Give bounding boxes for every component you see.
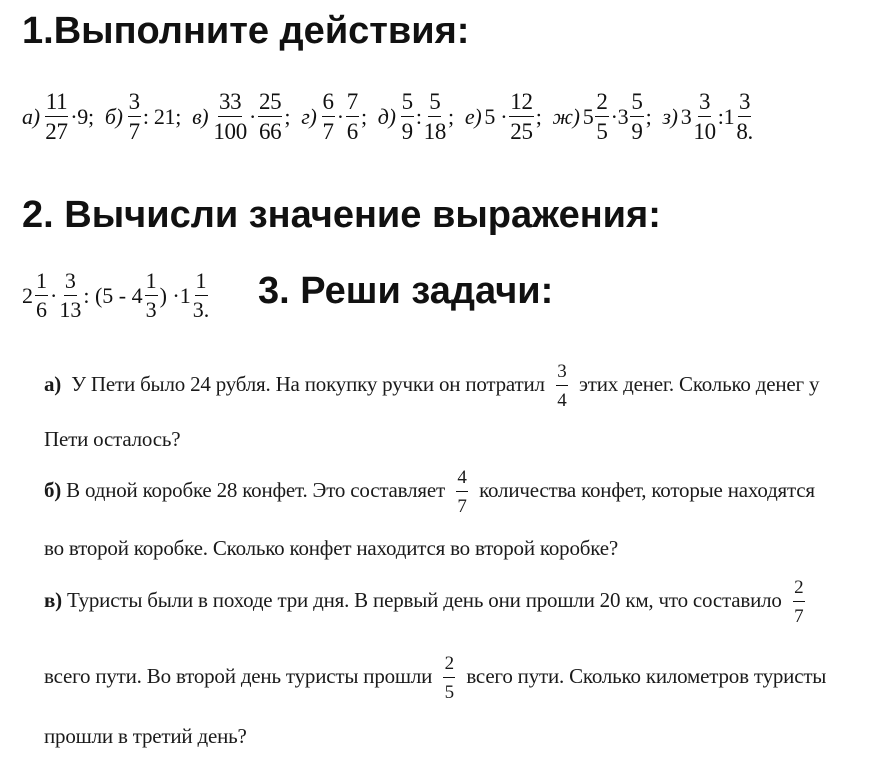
problem-b-line-2: во второй коробке. Сколько конфет находится во второй коробке?	[44, 536, 618, 560]
heading-task-1: 1.Выполните действия:	[22, 10, 470, 52]
problem-b-line-1	[44, 468, 815, 516]
fraction	[595, 90, 608, 143]
expression-text: 3	[680, 103, 692, 129]
fraction-denominator: 7	[322, 119, 334, 144]
fraction	[213, 90, 247, 143]
expression-text: :1	[717, 103, 735, 129]
fraction-numerator: 1	[195, 270, 208, 296]
problem-c-line-1	[44, 578, 811, 626]
problem-b-label: б)	[44, 477, 62, 502]
problem-c-text-1: Туристы были в походе три дня. В первый день они прошли 20 км, что составило	[67, 587, 782, 612]
fraction-denominator: 6	[346, 119, 358, 144]
fraction	[322, 90, 335, 143]
expression-text: 5 ·	[484, 103, 508, 129]
expression-text: ·3	[610, 103, 629, 129]
fraction	[424, 90, 446, 143]
expression-text: :	[415, 103, 422, 129]
expression-text: ;	[448, 103, 454, 129]
fraction-denominator: 7	[794, 606, 804, 627]
exercise-1-item	[553, 90, 652, 143]
expression-text: ;	[360, 103, 367, 129]
heading-task-3: 3. Реши задачи:	[258, 270, 554, 312]
item-label: а)	[22, 103, 40, 129]
fraction-numerator: 5	[630, 90, 643, 117]
problem-b-fraction	[456, 468, 468, 516]
fraction-denominator: 66	[258, 119, 282, 144]
exercise-1-item	[105, 90, 181, 143]
expression-text: ;	[535, 103, 542, 129]
fraction-denominator: 5	[596, 119, 608, 144]
expression-text: ·9;	[70, 103, 94, 129]
exercise-1-item	[465, 90, 542, 143]
fraction	[401, 90, 414, 143]
fraction	[693, 90, 715, 143]
fraction-numerator: 5	[428, 90, 441, 117]
exercise-1-item	[301, 90, 367, 143]
fraction-denominator: 18	[423, 119, 447, 144]
expression-text: ·	[248, 103, 256, 129]
problem-c-text-3: всего пути. Сколько километров туристы	[466, 663, 827, 688]
fraction-numerator: 33	[218, 90, 242, 117]
fraction	[128, 90, 141, 143]
fraction-numerator: 2	[595, 90, 608, 117]
fraction-numerator: 6	[322, 90, 335, 117]
problem-a-text-2: этих денег. Сколько денег у	[578, 371, 820, 396]
item-label: ж)	[552, 103, 580, 129]
expression-text: : 21;	[142, 103, 182, 129]
exercise-1-item	[22, 90, 94, 143]
fraction	[736, 90, 753, 143]
fraction-denominator: 13	[59, 297, 82, 322]
fraction-denominator: 4	[557, 390, 567, 411]
problem-c-text-2: всего пути. Во второй день туристы прошли	[44, 663, 433, 688]
fraction-numerator: 25	[258, 90, 282, 117]
problem-a-line-2: Пети осталось?	[44, 427, 181, 451]
expression-text: 2	[22, 282, 33, 308]
problem-a-label: а)	[44, 371, 62, 396]
fraction-numerator: 11	[45, 90, 69, 117]
problem-c-fraction-2	[443, 654, 455, 702]
item-label: д)	[377, 103, 396, 129]
expression-row	[22, 270, 211, 321]
expression-text: ·	[50, 282, 58, 308]
expression-text: 5	[582, 103, 594, 129]
problem-c-line-3: прошли в третий день?	[44, 724, 247, 748]
fraction	[193, 270, 210, 321]
fraction-numerator: 2	[443, 654, 455, 678]
exercise-1-row	[22, 90, 755, 143]
fraction-numerator: 3	[128, 90, 141, 117]
fraction-denominator: 10	[693, 119, 716, 144]
problem-c-fraction-1	[793, 578, 805, 626]
fraction	[630, 90, 643, 143]
fraction	[145, 270, 158, 321]
fraction-denominator: 5	[444, 682, 454, 703]
fraction-denominator: 9	[401, 119, 413, 144]
fraction-denominator: 7	[457, 496, 467, 517]
heading-task-2: 2. Вычисли значение выражения:	[22, 194, 661, 236]
fraction-denominator: 3	[145, 297, 157, 322]
fraction-numerator: 3	[556, 362, 568, 386]
fraction-denominator: 100	[213, 119, 247, 144]
fraction	[35, 270, 48, 321]
item-label: б)	[104, 103, 123, 129]
item-label: г)	[301, 103, 317, 129]
item-label: з)	[662, 103, 678, 129]
fraction-denominator: 27	[45, 119, 68, 144]
fraction-numerator: 2	[793, 578, 805, 602]
fraction	[346, 90, 359, 143]
problem-a-text-1: У Пети было 24 рубля. На покупку ручки он потратил	[71, 371, 545, 396]
fraction-denominator: 9	[631, 119, 643, 144]
fraction-denominator: 25	[510, 119, 533, 144]
fraction-numerator: 3	[64, 270, 77, 296]
fraction-numerator: 12	[509, 90, 533, 117]
expression-text: ) ·1	[159, 282, 191, 308]
fraction-numerator: 1	[145, 270, 158, 296]
item-label: в)	[192, 103, 209, 129]
fraction	[258, 90, 282, 143]
item-label: е)	[464, 103, 482, 129]
expression-text: ;	[645, 103, 652, 129]
expression-text: ·	[336, 103, 344, 129]
expression-text: ;	[284, 103, 291, 129]
exercise-1-item	[662, 90, 755, 143]
fraction-denominator: 8.	[736, 119, 753, 144]
problem-b-text-1: В одной коробке 28 конфет. Это составляет	[66, 477, 445, 502]
fraction	[509, 90, 533, 143]
problem-c-line-2	[44, 654, 826, 702]
problem-c-label: в)	[44, 587, 62, 612]
fraction	[59, 270, 81, 321]
fraction-numerator: 3	[698, 90, 711, 117]
fraction-denominator: 7	[128, 119, 140, 144]
exercise-1-item	[192, 90, 290, 143]
fraction-numerator: 5	[401, 90, 414, 117]
fraction-numerator: 7	[346, 90, 359, 117]
problem-a-line-1	[44, 362, 819, 410]
problem-b-text-2: количества конфет, которые находятся	[479, 477, 815, 502]
fraction-denominator: 3.	[192, 297, 210, 322]
fraction-numerator: 4	[456, 468, 468, 492]
fraction	[45, 90, 69, 143]
fraction-denominator: 6	[36, 297, 47, 322]
fraction-numerator: 1	[35, 270, 48, 296]
fraction-numerator: 3	[738, 90, 751, 117]
expression-text: : (5 - 4	[83, 282, 143, 308]
exercise-1-item	[378, 90, 454, 143]
problem-a-fraction	[556, 362, 568, 410]
